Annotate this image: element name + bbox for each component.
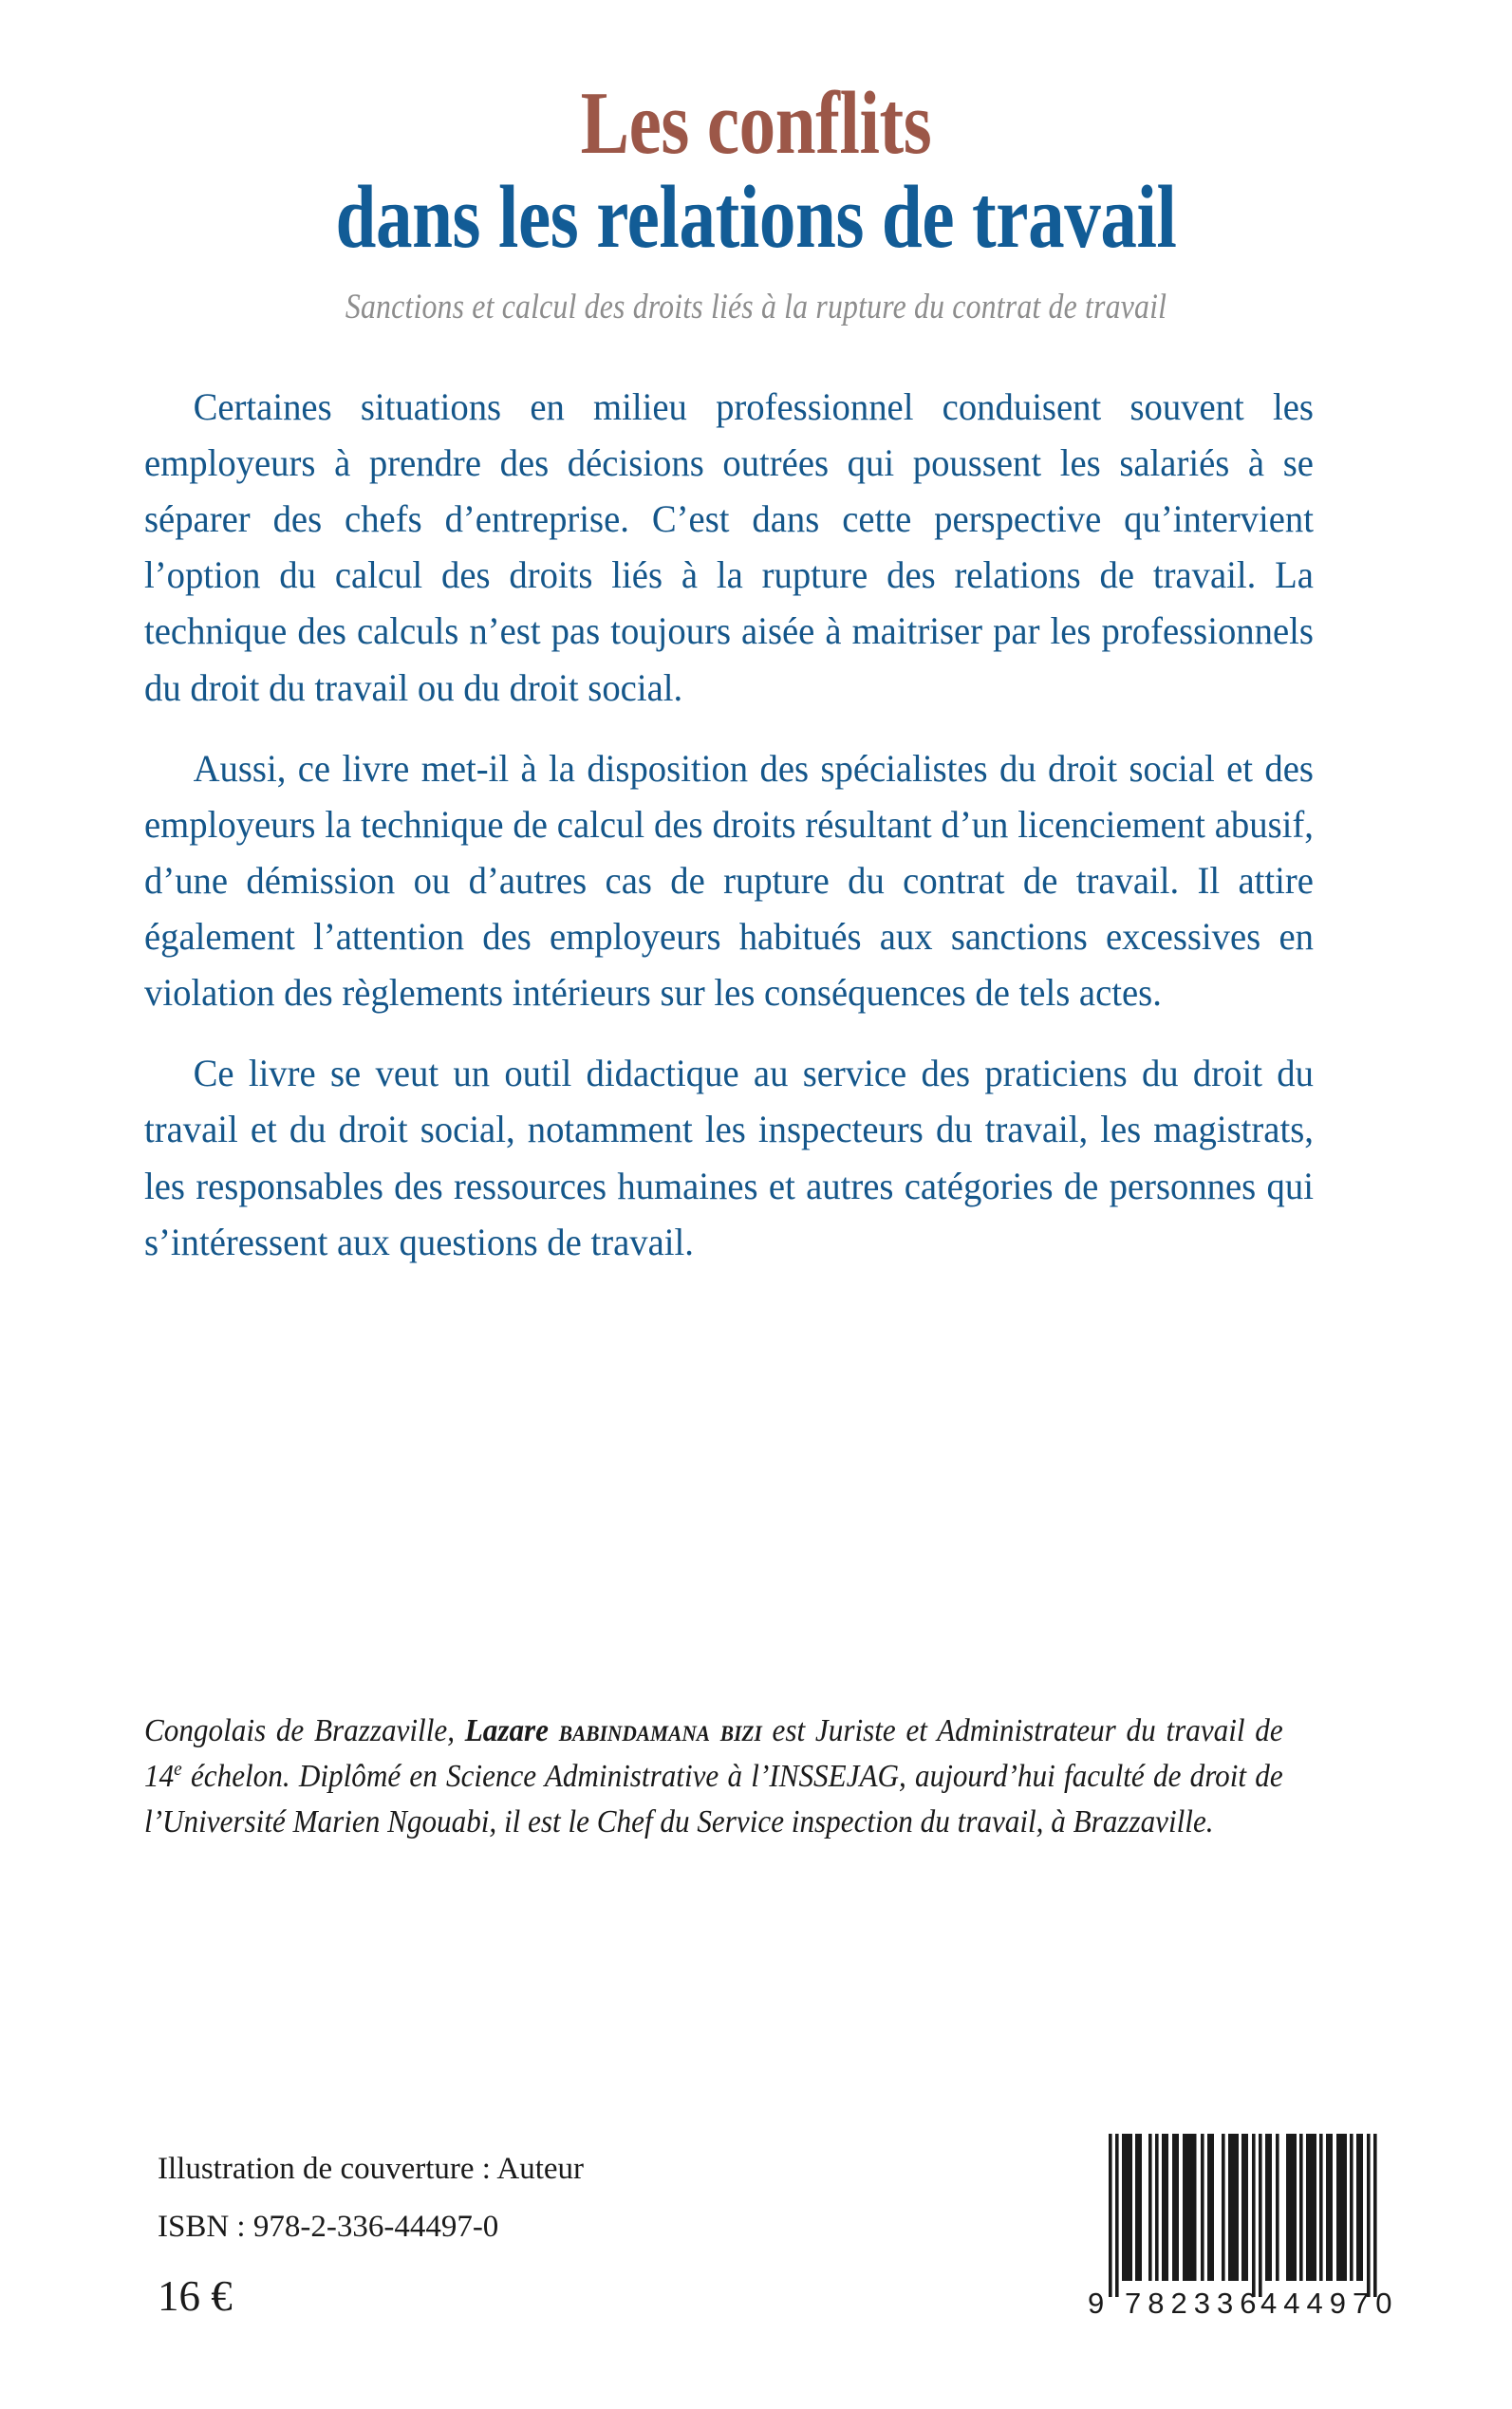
- footer-meta-block: [158, 2154, 584, 2318]
- title-block: [0, 0, 1512, 327]
- author-last-name: babindamana bizi: [558, 1713, 762, 1748]
- barcode-digit-lead: 9: [1088, 2287, 1105, 2320]
- author-first-name: Lazare: [464, 1713, 550, 1748]
- page-subtitle: Sanctions et calcul des droits liés à la rupture du contrat de travail: [345, 287, 1167, 327]
- bio-suffix-part1: est Juriste et Administrateur du travail de 14: [144, 1713, 1283, 1795]
- author-bio-section: [144, 1709, 1369, 1846]
- price-text: 16 €: [158, 2272, 233, 2320]
- blurb-paragraph-2: Aussi, ce livre met-il à la disposition des spécialistes du droit social et des employeurs la technique de calcul des droits résultant d’un licenciement abusif, d’une démission ou d’autres cas de rupture du contrat de travail. Il attire également l’attention des employeurs habitués aux sanctions excessives en violation des règlements intérieurs sur les conséquences de tels actes.: [143, 746, 1314, 1015]
- barcode-digits-right: 444970: [1260, 2287, 1398, 2320]
- bio-ordinal-suffix: e: [174, 1758, 182, 1781]
- page-title-line-2: dans les relations de travail: [335, 168, 1177, 268]
- ean13-barcode: [1071, 2117, 1398, 2335]
- blurb-paragraph-1: Certaines situations en milieu professionnel conduisent souvent les employeurs à prendre des décisions outrées qui poussent les salariés à se séparer des chefs d’entreprise. C’est dans cette perspective qu’intervient l’option du calcul des droits liés à la rupture des relations de travail. La technique des calculs n’est pas toujours aisée à maitriser par les professionnels du droit du travail ou du droit social.: [143, 384, 1314, 709]
- isbn-text: ISBN : 978-2-336-44497-0: [158, 2210, 499, 2244]
- bio-suffix-part2: échelon. Diplômé en Science Administrative à l’INSSEJAG, aujourd’hui faculté de droit de l’Université Marien Ngouabi, il est le Chef du Service inspection du travail, à Brazzaville.: [144, 1759, 1283, 1840]
- page-title-line-1: Les conflits: [580, 74, 932, 173]
- bio-prefix: Congolais de Brazzaville,: [144, 1713, 465, 1748]
- ean13-barcode-icon: [1071, 2117, 1398, 2335]
- blurb-section: [144, 327, 1369, 1270]
- barcode-digits-left: 782336: [1125, 2287, 1263, 2320]
- bio-name-space: [549, 1713, 559, 1748]
- author-bio-text: [144, 1709, 1283, 1846]
- blurb-paragraph-3: Ce livre se veut un outil didactique au service des praticiens du droit du travail et du droit social, notamment les inspecteurs du travail, les magistrats, les responsables des ressources humaines et autres catégories de personnes qui s’intéressent aux questions de travail.: [143, 1052, 1314, 1263]
- footer-section: [0, 2010, 1512, 2409]
- cover-illustration-credit: Illustration de couverture : Auteur: [158, 2152, 585, 2186]
